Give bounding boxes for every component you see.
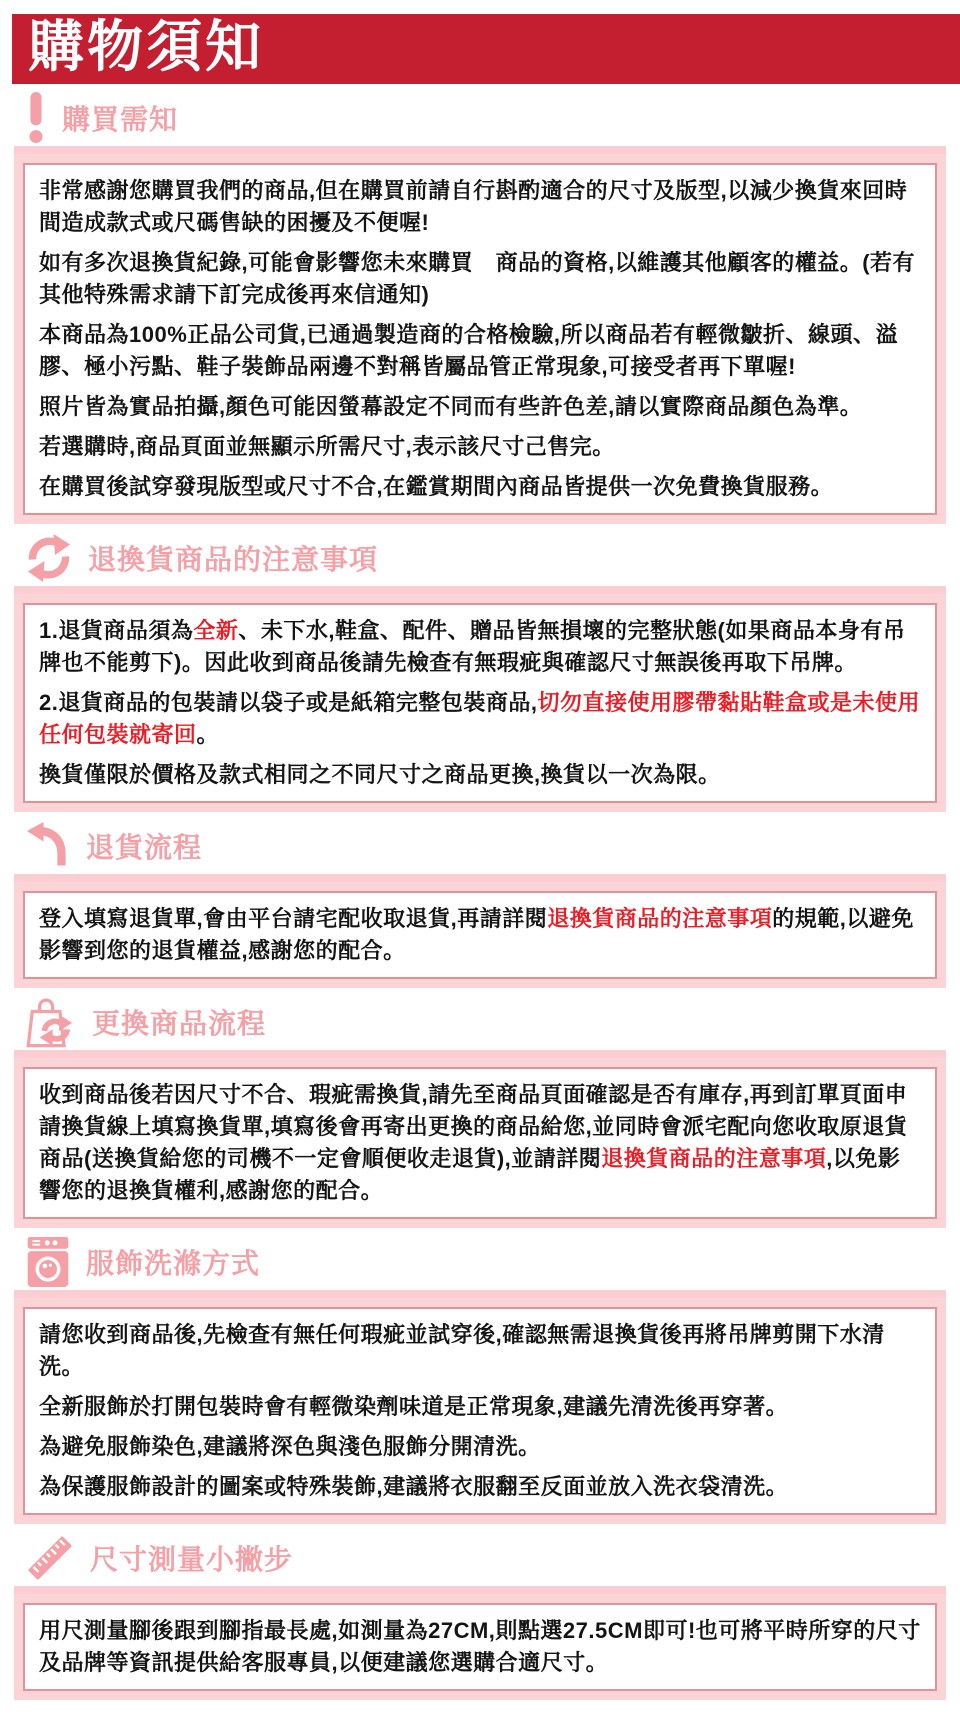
text-run: 全新服飾於打開包裝時會有輕微染劑味道是正常現象,建議先清洗後再穿著。 bbox=[39, 1394, 789, 1419]
notice-box-size-tips bbox=[14, 1594, 946, 1700]
ruler-icon bbox=[24, 1533, 76, 1583]
section-header-return-exchange-notes bbox=[0, 524, 960, 586]
notice-paragraph bbox=[39, 1615, 921, 1679]
notice-box-return-process bbox=[14, 882, 946, 988]
notice-paragraph bbox=[39, 1319, 921, 1383]
notice-paragraph bbox=[39, 175, 921, 239]
section-header-return-process bbox=[0, 812, 960, 874]
section-title: 退換貨商品的注意事項 bbox=[88, 544, 379, 575]
section-header-size-tips bbox=[0, 1524, 960, 1586]
text-run: 登入填寫退貨單,會由平台請宅配收取退貨,再請詳閱 bbox=[39, 906, 548, 931]
section-title: 尺寸測量小撇步 bbox=[90, 1544, 294, 1575]
text-run: 的規範,以避免影響到您的退貨權益,感謝您的配合。 bbox=[39, 906, 914, 963]
highlight-red-text: 退換貨商品的注意事項 bbox=[547, 906, 773, 931]
section-divider bbox=[14, 1586, 946, 1594]
exclamation-icon bbox=[24, 92, 48, 144]
notice-paragraph bbox=[39, 247, 921, 311]
notice-paragraph bbox=[39, 391, 921, 423]
notice-content bbox=[23, 1307, 937, 1515]
text-run: 照片皆為實品拍攝,顏色可能因螢幕設定不同而有些許色差,請以實際商品顏色為準。 bbox=[39, 394, 863, 419]
text-run: 、未下水,鞋盒、配件、贈品皆無損壞的完整狀態(如果商品本身有吊牌也不能剪下)。因此收到商品後請先檢查有無瑕疵與確認尺寸無誤後再取下吊牌。 bbox=[39, 618, 906, 675]
notice-paragraph bbox=[39, 1471, 921, 1503]
shopping-notice-page bbox=[0, 14, 960, 1700]
highlight-red-text: 退換貨商品的注意事項 bbox=[601, 1146, 827, 1171]
notice-box-purchase bbox=[14, 154, 946, 524]
notice-content bbox=[23, 1067, 937, 1219]
text-run: 1.退貨商品須為 bbox=[39, 618, 194, 643]
highlight-red-text: 切勿直接使用膠帶黏貼鞋盒或是未使用任何包裝就寄回 bbox=[39, 690, 920, 747]
section-title: 更換商品流程 bbox=[92, 1008, 267, 1039]
text-run: 在購買後試穿發現版型或尺寸不合,在鑑賞期間內商品皆提供一次免費換貨服務。 bbox=[39, 474, 834, 499]
exchange-arrows-icon bbox=[24, 534, 74, 582]
text-run: 請您收到商品後,先檢查有無任何瑕疵並試穿後,確認無需退換貨後再將吊牌剪開下水清洗。 bbox=[39, 1322, 885, 1379]
notice-content bbox=[23, 163, 937, 515]
text-run: 為避免服飾染色,建議將深色與淺色服飾分開清洗。 bbox=[39, 1434, 541, 1459]
notice-content bbox=[23, 1603, 937, 1691]
section-divider bbox=[14, 146, 946, 154]
notice-paragraph bbox=[39, 319, 921, 383]
notice-paragraph bbox=[39, 431, 921, 463]
notice-paragraph bbox=[39, 1079, 921, 1207]
highlight-red-text: 全新 bbox=[193, 618, 239, 643]
notice-paragraph bbox=[39, 687, 921, 751]
notice-paragraph bbox=[39, 615, 921, 679]
text-run: 本商品為100%正品公司貨,已通過製造商的合格檢驗,所以商品若有輕微皺折、線頭、溢膠、極小污點、鞋子裝飾品兩邊不對稱皆屬品管正常現象,可接受者再下單喔! bbox=[39, 322, 898, 379]
section-divider bbox=[14, 586, 946, 594]
text-run: 如有多次退換貨紀錄,可能會影響您未來購買 商品的資格,以維護其他顧客的權益。(若有其他特殊需求請下訂完成後再來信通知) bbox=[39, 250, 916, 307]
notice-content bbox=[23, 891, 937, 979]
text-run: 非常感謝您購買我們的商品,但在購買前請自行斟酌適合的尺寸及版型,以減少換貨來回時間造成款式或尺碼售缺的困擾及不便喔! bbox=[39, 178, 908, 235]
section-divider bbox=[14, 1050, 946, 1058]
notice-paragraph bbox=[39, 903, 921, 967]
section-title: 退貨流程 bbox=[86, 832, 203, 863]
text-run: 。 bbox=[196, 722, 220, 747]
page-title: 購物須知 bbox=[12, 14, 960, 84]
notice-box-exchange-process bbox=[14, 1058, 946, 1228]
text-run: 若選購時,商品頁面並無顯示所需尺寸,表示該尺寸己售完。 bbox=[39, 434, 615, 459]
section-title: 購買需知 bbox=[62, 104, 179, 135]
notice-paragraph bbox=[39, 759, 921, 791]
section-divider bbox=[14, 1290, 946, 1298]
return-arrow-icon bbox=[24, 821, 72, 871]
text-run: 換貨僅限於價格及款式相同之不同尺寸之商品更換,換貨以一次為限。 bbox=[39, 762, 721, 787]
text-run: 2.退貨商品的包裝請以袋子或是紙箱完整包裝商品, bbox=[39, 690, 538, 715]
notice-paragraph bbox=[39, 1431, 921, 1463]
notice-box-return-exchange bbox=[14, 594, 946, 812]
section-divider bbox=[14, 874, 946, 882]
notice-paragraph bbox=[39, 471, 921, 503]
text-run: 收到商品後若因尺寸不合、瑕疵需換貨,請先至商品頁面確認是否有庫存,再到訂單頁面申請換貨線上填寫換貨單,填寫後會再寄出更換的商品給您,並同時會派宅配向您收取原退貨商品(送換貨給您的司機不一定會順便收走退貨),並請詳閱 bbox=[39, 1082, 908, 1171]
text-run: ,以免影響您的退換貨權利,感謝您的配合。 bbox=[39, 1146, 901, 1203]
notice-paragraph bbox=[39, 1391, 921, 1423]
section-header-exchange-process bbox=[0, 988, 960, 1050]
notice-box-washing bbox=[14, 1298, 946, 1524]
notice-content bbox=[23, 603, 937, 803]
text-run: 為保護服飾設計的圖案或特殊裝飾,建議將衣服翻至反面並放入洗衣袋清洗。 bbox=[39, 1474, 789, 1499]
text-run: 用尺測量腳後跟到腳指最長處,如測量為27CM,則點選27.5CM即可!也可將平時所穿的尺寸及品牌等資訊提供給客服專員,以便建議您選購合適尺寸。 bbox=[39, 1618, 921, 1675]
washing-machine-icon bbox=[24, 1237, 72, 1287]
section-header-purchase-notice bbox=[0, 84, 960, 146]
section-header-washing bbox=[0, 1228, 960, 1290]
shopping-bag-exchange-icon bbox=[24, 995, 78, 1049]
section-title: 服飾洗滌方式 bbox=[86, 1248, 261, 1279]
